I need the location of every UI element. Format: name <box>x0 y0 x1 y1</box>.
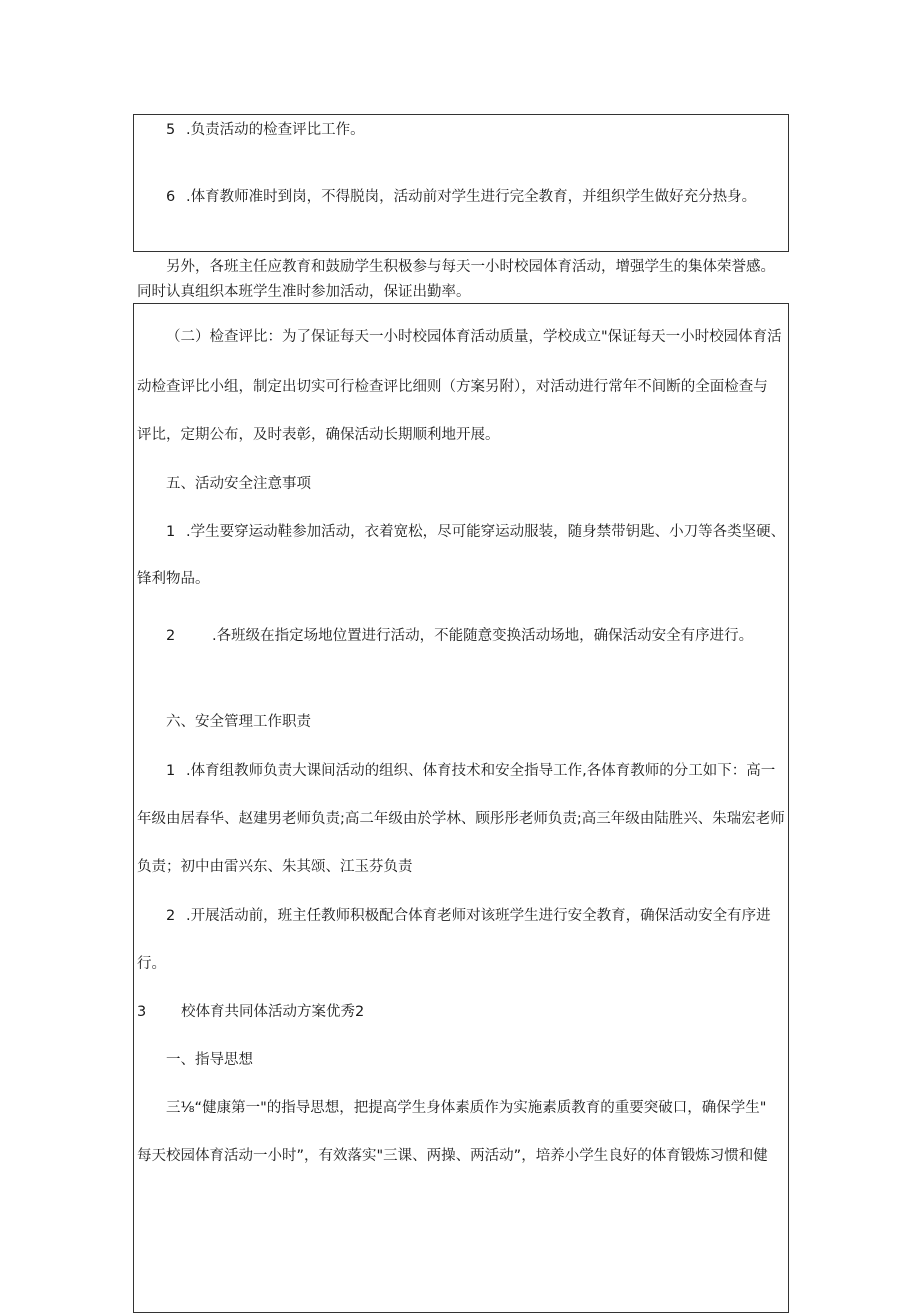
list-item-text: .各班级在指定场地位置进行活动，不能随意变换活动场地，确保活动安全有序进行。 <box>212 628 754 644</box>
item-number: 6 <box>166 189 176 205</box>
section-heading: 一、指导思想 <box>166 1052 253 1068</box>
paragraph-line: 动检查评比小组，制定出切实可行检查评比细则（方案另附），对活动进行常年不间断的全面检查与 <box>137 379 768 395</box>
list-item-text: 行。 <box>137 956 166 972</box>
paragraph-line: 每天校园体育活动一小时”，有效落实"三课、两操、两活动”，培养小学生良好的体育锻炼习惯和健 <box>137 1148 768 1164</box>
document-subtitle: 校体育共同体活动方案优秀2 <box>181 1004 365 1020</box>
item-number: 2 <box>166 628 176 644</box>
section-heading: 五、活动安全注意事项 <box>166 476 311 492</box>
list-item-text: 负责；初中由雷兴东、朱其颂、江玉芬负责 <box>137 859 413 875</box>
list-item-text: .体育组教师负责大课间活动的组织、体育技术和安全指导工作,各体育教师的分工如下：高一 <box>186 763 776 779</box>
paragraph-line: （二）检查评比：为了保证每天一小时校园体育活动质量，学校成立"保证每天一小时校园体育活 <box>166 329 782 345</box>
heading-number: 3 <box>137 1004 147 1020</box>
section-heading: 六、安全管理工作职责 <box>166 714 311 730</box>
list-item-text: .负责活动的检查评比工作。 <box>186 122 365 138</box>
list-item-text: .学生要穿运动鞋参加活动，衣着宽松，尽可能穿运动服装，随身禁带钥匙、小刀等各类坚硬、 <box>186 524 786 540</box>
list-item-text: 年级由居春华、赵建男老师负责;高二年级由於学林、顾彤彤老师负责;高三年级由陆胜兴、朱瑞宏老师 <box>137 811 785 827</box>
paragraph-line: 同时认真组织本班学生准时参加活动，保证出勤率。 <box>137 284 471 300</box>
list-item-text: .体育教师准时到岗，不得脱岗，活动前对学生进行完全教育，并组织学生做好充分热身。 <box>186 189 757 205</box>
list-item-text: 锋利物品。 <box>137 571 210 587</box>
list-item-text: .开展活动前，班主任教师积极配合体育老师对该班学生进行安全教育，确保活动安全有序进 <box>186 908 771 924</box>
item-number: 2 <box>166 908 176 924</box>
paragraph-line: 三⅛“健康第一"的指导思想，把提高学生身体素质作为实施素质教育的重要突破口，确保学生" <box>166 1100 767 1116</box>
item-number: 1 <box>166 524 176 540</box>
paragraph-line: 评比，定期公布，及时表彰，确保活动长期顺利地开展。 <box>137 427 500 443</box>
paragraph-line: 另外，各班主任应教育和鼓励学生积极参与每天一小时校园体育活动，增强学生的集体荣誉感。 <box>166 259 775 275</box>
item-number: 1 <box>166 763 176 779</box>
item-number: 5 <box>166 122 176 138</box>
